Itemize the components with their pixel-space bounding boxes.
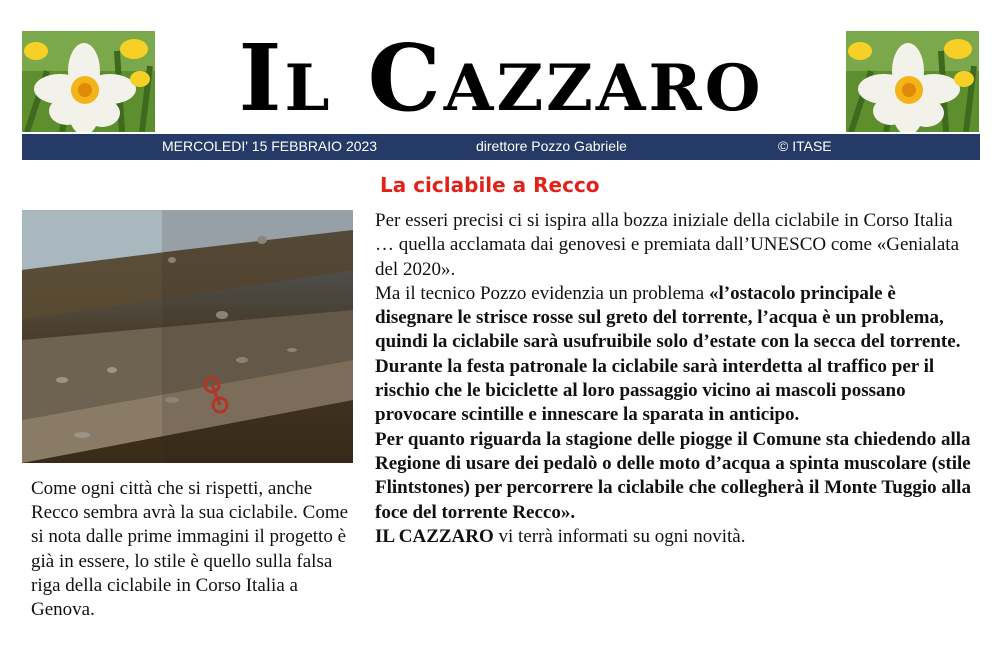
- article-paragraph-1: Per esseri precisi ci si ispira alla bozza iniziale della ciclabile in Corso Italia … quella acclamata dai genovesi e premiata dall’UNESCO come «Genialata del 2020».: [375, 210, 960, 280]
- article-paragraph-3: Durante la festa patronale la ciclabile sarà interdetta al traffico per il rischio che le biciclette al loro passaggio vicino ai mascoli possano provocare scintille e innescare la sparata in anticipo.: [375, 355, 935, 426]
- article-paragraph-2: [375, 282, 975, 355]
- daffodil-image-left: [22, 31, 155, 132]
- director-credit: direttore Pozzo Gabriele: [476, 138, 627, 154]
- photo-caption: Come ogni città che si rispetti, anche Recco sembra avrà la sua ciclabile. Come si nota dalle prime immagini il progetto è già in essere, lo stile è quello sulla falsa riga della ciclabile in Corso Italia a Genova.: [31, 478, 349, 621]
- article-headline: La ciclabile a Recco: [380, 173, 600, 197]
- article-photo: [22, 210, 353, 463]
- paper-name-mention: IL CAZZARO: [375, 525, 494, 547]
- article-body: [375, 209, 975, 549]
- copyright-notice: © ITASE: [778, 138, 832, 154]
- paragraph-5-text: vi terrà informati su ogni novità.: [493, 525, 746, 547]
- masthead-info-bar: [22, 134, 980, 160]
- newspaper-title: Il Cazzaro: [238, 24, 764, 132]
- article-paragraph-5: [375, 525, 975, 549]
- issue-date: MERCOLEDI' 15 FEBBRAIO 2023: [162, 138, 378, 154]
- daffodil-image-right: [846, 31, 979, 132]
- paragraph-2-intro: Ma il tecnico Pozzo evidenzia un problema: [375, 282, 709, 304]
- paragraph-2-quote: «l’ostacolo principale è disegnare le strisce rosse sul greto del torrente, l’acqua è un problema, quindi la ciclabile sarà usufruibile solo d’estate con la secca del torrente.: [375, 282, 961, 353]
- article-paragraph-4: Per quanto riguarda la stagione delle piogge il Comune sta chiedendo alla Regione di usare dei pedalò o delle moto d’acqua a spinta muscolare (stile Flintstones) per percorrere la ciclabile che collegherà il Monte Tuggio alla foce del torrente Recco».: [375, 428, 971, 523]
